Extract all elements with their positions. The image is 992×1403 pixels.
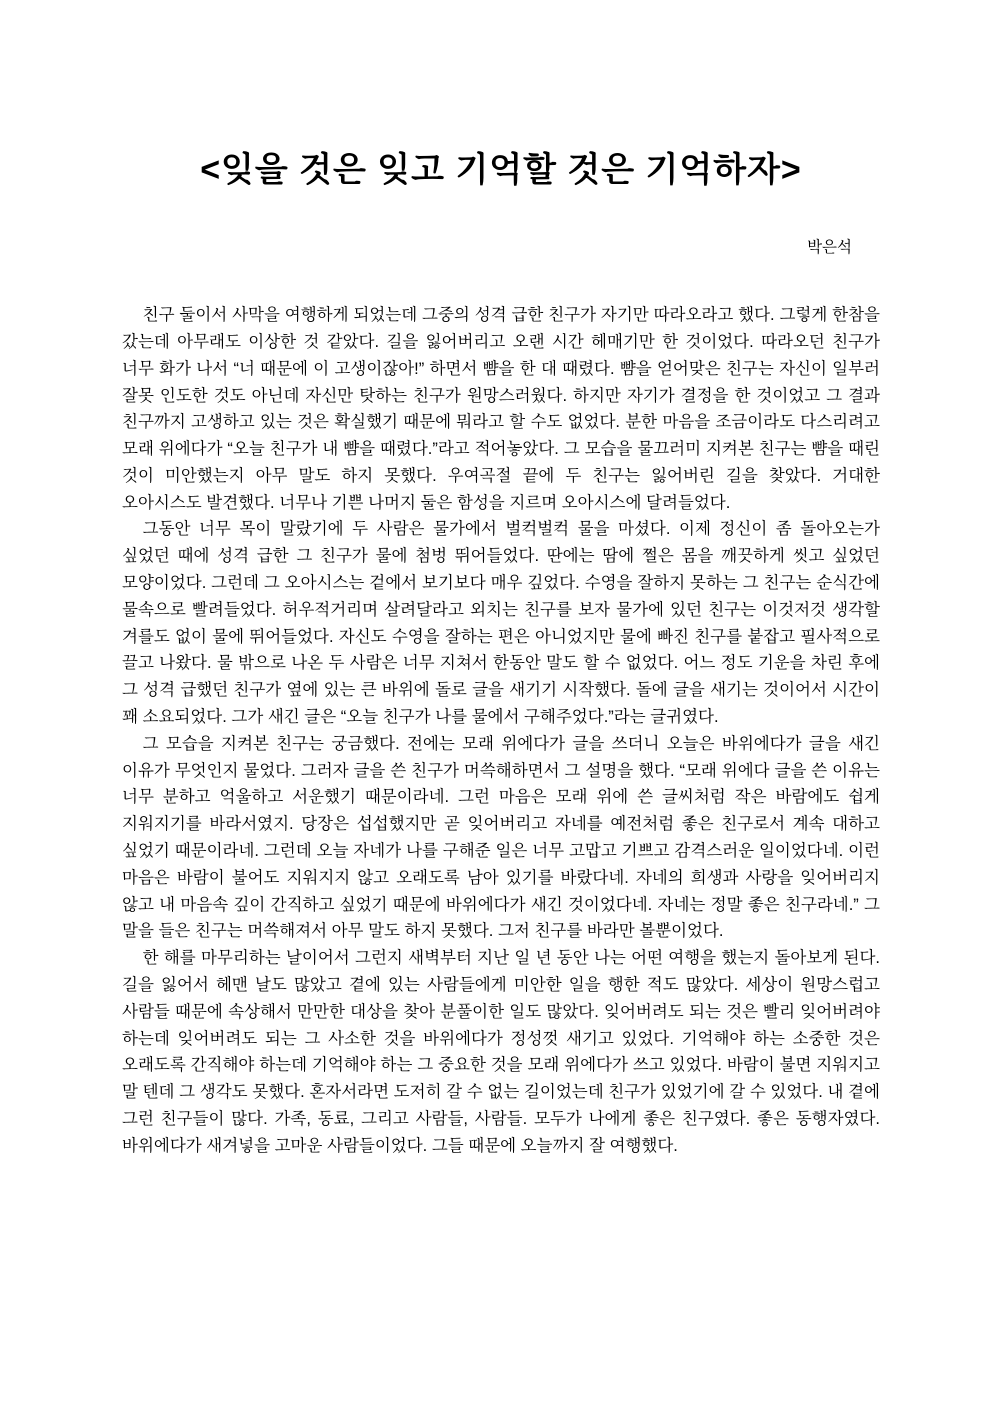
document-title: <잊을 것은 잊고 기억할 것은 기억하자> xyxy=(200,151,802,189)
paragraph-4: 한 해를 마무리하는 날이어서 그런지 새벽부터 지난 일 년 동안 나는 어떤 여행을 했는지 돌아보게 된다. 길을 잃어서 헤맨 날도 많았고 곁에 있는 사람들에게 미안한 일을 행한 적도 많았다. 세상이 원망스럽고 사람들 때문에 속상해서 만만한 대상을 찾아 분풀이한 일도 많았다. 잊어버려도 되는 것은 빨리 잊어버려야 하는데 잊어버려도 되는 그 사소한 것을 바위에다가 정성껏 새기고 있었다. 기억해야 하는 소중한 것은 오래도록 간직해야 하는데 기억해야 하는 그 중요한 것을 모래 위에다가 쓰고 있었다. 바람이 불면 지워지고 말 텐데 그 생각도 못했다. 혼자서라면 도저히 갈 수 없는 길이었는데 친구가 있었기에 갈 수 있었다. 내 곁에 그런 친구들이 많다. 가족, 동료, 그리고 사람들, 사람들. 모두가 나에게 좋은 친구였다. 좋은 동행자였다. 바위에다가 새겨넣을 고마운 사람들이었다. 그들 때문에 오늘까지 잘 여행했다. xyxy=(122,949,880,1155)
paragraph-2: 그동안 너무 목이 말랐기에 두 사람은 물가에서 벌컥벌컥 물을 마셨다. 이제 정신이 좀 돌아오는가 싶었던 때에 성격 급한 그 친구가 물에 첨벙 뛰어들었다. 딴에는 땀에 쩔은 몸을 깨끗하게 씻고 싶었던 모양이었다. 그런데 그 오아시스는 겉에서 보기보다 매우 깊었다. 수영을 잘하지 못하는 그 친구는 순식간에 물속으로 빨려들었다. 허우적거리며 살려달라고 외치는 친구를 보자 물가에 있던 친구는 이것저것 생각할 겨를도 없이 물에 뛰어들었다. 자신도 수영을 잘하는 편은 아니었지만 물에 빠진 친구를 붙잡고 필사적으로 끌고 나왔다. 물 밖으로 나온 두 사람은 너무 지쳐서 한동안 말도 할 수 없었다. 어느 정도 기운을 차린 후에 그 성격 급했던 친구가 옆에 있는 큰 바위에 돌로 글을 새기기 시작했다. 돌에 글을 새기는 것이어서 시간이 꽤 소요되었다. 그가 새긴 글은 “오늘 친구가 나를 물에서 구해주었다.”라는 글귀였다. xyxy=(122,520,880,727)
paragraph-1: 친구 둘이서 사막을 여행하게 되었는데 그중의 성격 급한 친구가 자기만 따라오라고 했다. 그렇게 한참을 갔는데 아무래도 이상한 것 같았다. 길을 잃어버리고 오랜 시간 헤매기만 한 것이었다. 따라오던 친구가 너무 화가 나서 “너 때문에 이 고생이잖아!” 하면서 뺨을 한 대 때렸다. 뺨을 얻어맞은 친구는 자신이 일부러 잘못 인도한 것도 아닌데 자신만 탓하는 친구가 원망스러웠다. 하지만 자기가 결정을 한 것이었고 그 결과 친구까지 고생하고 있는 것은 확실했기 때문에 뭐라고 할 수도 없었다. 분한 마음을 조금이라도 다스리려고 모래 위에다가 “오늘 친구가 내 뺨을 때렸다.”라고 적어놓았다. 그 모습을 물끄러미 지켜본 친구는 뺨을 때린 것이 미안했는지 아무 말도 하지 못했다. 우여곡절 끝에 두 친구는 잃어버린 길을 찾았다. 거대한 오아시스도 발견했다. 너무나 기쁜 나머지 둘은 함성을 지르며 오아시스에 달려들었다. xyxy=(122,306,880,512)
author-name: 박은석 xyxy=(807,239,852,257)
article-body xyxy=(122,302,880,1160)
paragraph-3: 그 모습을 지켜본 친구는 궁금했다. 전에는 모래 위에다가 글을 쓰더니 오늘은 바위에다가 글을 새긴 이유가 무엇인지 물었다. 그러자 글을 쓴 친구가 머쓱해하면서 그 설명을 했다. “모래 위에다 글을 쓴 이유는 너무 분하고 억울하고 서운했기 때문이라네. 그런 마음은 모래 위에 쓴 글씨처럼 작은 바람에도 쉽게 지워지기를 바라서였지. 당장은 섭섭했지만 곧 잊어버리고 자네를 예전처럼 좋은 친구로서 계속 대하고 싶었기 때문이라네. 그런데 오늘 자네가 나를 구해준 일은 너무 고맙고 기쁘고 감격스러운 일이었다네. 이런 마음은 바람이 불어도 지워지지 않고 오래도록 남아 있기를 바랐다네. 자네의 희생과 사랑을 잊어버리지 않고 내 마음속 깊이 간직하고 싶었기 때문에 바위에다가 새긴 것이었다네. 자네는 정말 좋은 친구라네.” 그 말을 들은 친구는 머쓱해져서 아무 말도 하지 못했다. 그저 친구를 바라만 볼뿐이었다. xyxy=(122,734,880,941)
document-content xyxy=(122,0,880,1160)
